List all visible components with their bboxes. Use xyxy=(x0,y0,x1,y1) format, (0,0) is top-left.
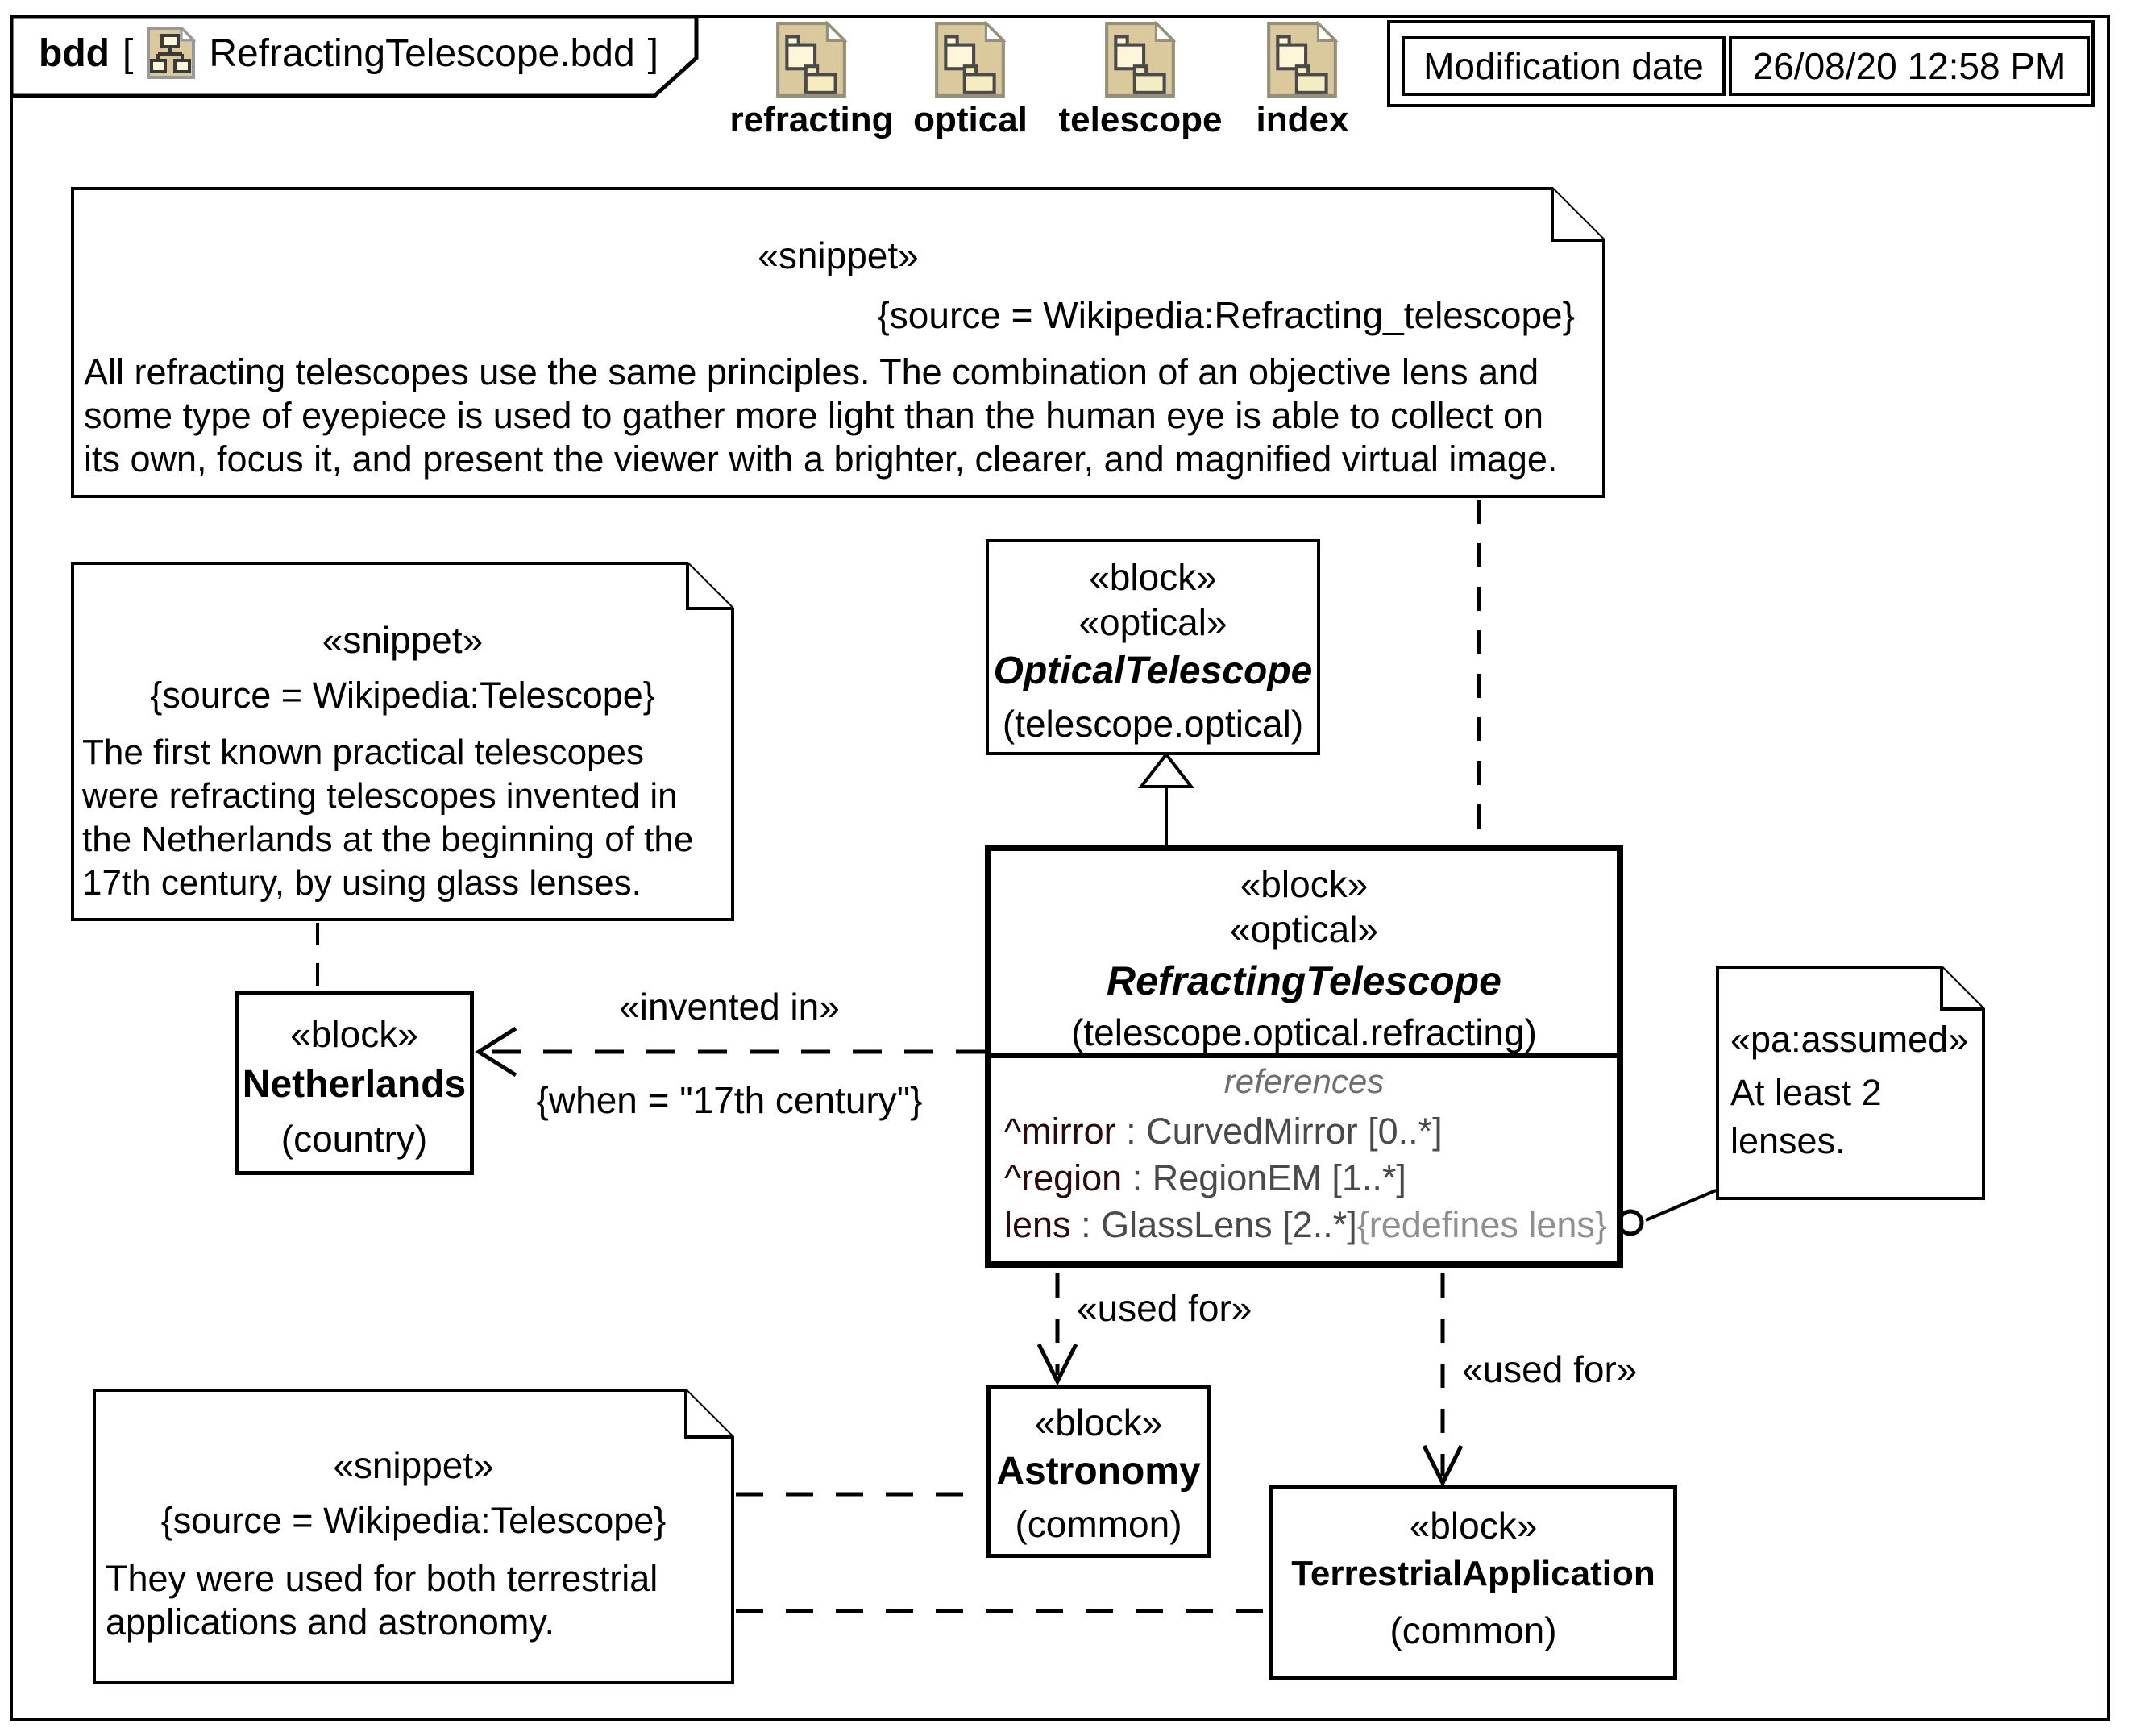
open-arrowhead-down-icon xyxy=(1039,1344,1076,1381)
block-astronomy[interactable] xyxy=(986,1385,1211,1558)
block-name: RefractingTelescope xyxy=(1107,958,1501,1003)
note-body-line: its own, focus it, and present the viewer with a brighter, clearer, and magnified virtual image. xyxy=(84,438,1558,480)
property-lens[interactable] xyxy=(1004,1204,1607,1246)
generalization-triangle-icon xyxy=(1141,754,1191,787)
compartment-divider xyxy=(991,1053,1617,1058)
note-bottom-snippet[interactable] xyxy=(93,1389,734,1684)
package-label: optical xyxy=(913,100,1028,139)
used-for-astronomy-label: «used for» xyxy=(1077,1287,1252,1329)
generalization-connector[interactable] xyxy=(1141,754,1191,845)
note-source: {source = Wikipedia:Telescope} xyxy=(150,675,655,716)
block-stereotype: «block» xyxy=(1089,556,1217,598)
note-body-line: All refracting telescopes use the same principles. The combination of an objective lens and xyxy=(84,351,1539,392)
block-namespace: (telescope.optical.refracting) xyxy=(1071,1011,1537,1053)
note-body-line: 17th century, by using glass lenses. xyxy=(82,863,642,903)
note-fold-icon xyxy=(1942,967,1983,1009)
invented-in-constraint: {when = "17th century"} xyxy=(536,1079,923,1121)
note-top-snippet[interactable] xyxy=(71,187,1605,498)
property-name: lens xyxy=(1004,1204,1071,1245)
property-modifier: {redefines lens} xyxy=(1356,1204,1607,1245)
note-body-line: At least 2 xyxy=(1730,1072,1882,1113)
note-body-line: applications and astronomy. xyxy=(106,1601,554,1643)
package-label: refracting xyxy=(729,100,894,139)
block-stereotype: «block» xyxy=(1409,1505,1538,1547)
note-stereotype: «snippet» xyxy=(758,235,919,276)
used-for-terrestrial-label: «used for» xyxy=(1462,1348,1638,1390)
assumption-connector[interactable] xyxy=(1619,1190,1716,1234)
property-type: : CurvedMirror [0..*] xyxy=(1115,1111,1443,1152)
property-name: ^region xyxy=(1004,1157,1123,1198)
used-for-astronomy-connector[interactable] xyxy=(1039,1273,1076,1381)
block-stereotype: «block» xyxy=(1034,1402,1163,1443)
block-namespace: (common) xyxy=(1015,1503,1182,1545)
note-body-line: lenses. xyxy=(1730,1120,1846,1161)
block-name: Astronomy xyxy=(996,1450,1201,1493)
block-refracting-telescope[interactable] xyxy=(985,845,1623,1268)
note-body-line: some type of eyepiece is used to gather more light than the human eye is able to collect on xyxy=(84,395,1544,436)
block-namespace: (telescope.optical) xyxy=(1002,703,1304,745)
note-fold-icon xyxy=(687,563,733,608)
note-body-line: The first known practical telescopes xyxy=(82,733,644,772)
property-mirror[interactable] xyxy=(1004,1111,1443,1152)
block-stereotype: «optical» xyxy=(1229,908,1379,950)
used-for-terrestrial-connector[interactable] xyxy=(1424,1273,1461,1483)
block-netherlands[interactable] xyxy=(235,991,474,1175)
bracket-close: ] xyxy=(647,31,658,75)
note-assumption[interactable] xyxy=(1716,966,1985,1200)
block-namespace: (common) xyxy=(1389,1609,1557,1651)
block-name: OpticalTelescope xyxy=(993,650,1313,692)
block-stereotype: «block» xyxy=(1240,863,1369,905)
note-stereotype: «snippet» xyxy=(322,619,484,661)
property-type: : RegionEM [1..*] xyxy=(1122,1157,1406,1198)
note-source: {source = Wikipedia:Refracting_telescope} xyxy=(877,294,1575,336)
note-stereotype: «snippet» xyxy=(333,1444,494,1486)
note-body-line: They were used for both terrestrial xyxy=(106,1558,658,1599)
diagram-kind-label: bdd xyxy=(39,31,110,75)
note-body-line: the Netherlands at the beginning of the xyxy=(82,820,694,859)
property-region[interactable] xyxy=(1004,1157,1406,1199)
note-source: {source = Wikipedia:Telescope} xyxy=(160,1500,667,1541)
block-terrestrial-application[interactable] xyxy=(1269,1485,1677,1680)
package-label: index xyxy=(1256,100,1349,139)
note-body-line: were refracting telescopes invented in xyxy=(82,776,678,816)
invented-in-connector[interactable] xyxy=(479,1028,985,1075)
block-stereotype: «block» xyxy=(290,1013,418,1055)
diagram-name-label: RefractingTelescope.bdd xyxy=(209,31,635,75)
block-stereotype: «optical» xyxy=(1078,601,1227,643)
bracket-open: [ xyxy=(122,31,134,75)
block-optical-telescope[interactable] xyxy=(986,539,1320,755)
references-compartment-label: references xyxy=(1223,1062,1385,1100)
property-type: : GlassLens [2..*] xyxy=(1070,1204,1357,1245)
block-name: Netherlands xyxy=(242,1063,467,1106)
block-name: TerrestrialApplication xyxy=(1291,1554,1655,1593)
modification-date-value: 26/08/20 12:58 PM xyxy=(1729,36,2090,96)
note-stereotype: «pa:assumed» xyxy=(1730,1019,1969,1060)
diagram-file-icon xyxy=(146,27,196,80)
note-left-snippet[interactable] xyxy=(71,562,734,921)
diagram-tab-content[interactable] xyxy=(39,27,658,79)
block-namespace: (country) xyxy=(280,1118,428,1160)
invented-in-label: «invented in» xyxy=(619,986,840,1028)
package-label: telescope xyxy=(1058,100,1223,139)
modification-date-label: Modification date xyxy=(1402,36,1726,96)
property-name: ^mirror xyxy=(1004,1111,1116,1152)
